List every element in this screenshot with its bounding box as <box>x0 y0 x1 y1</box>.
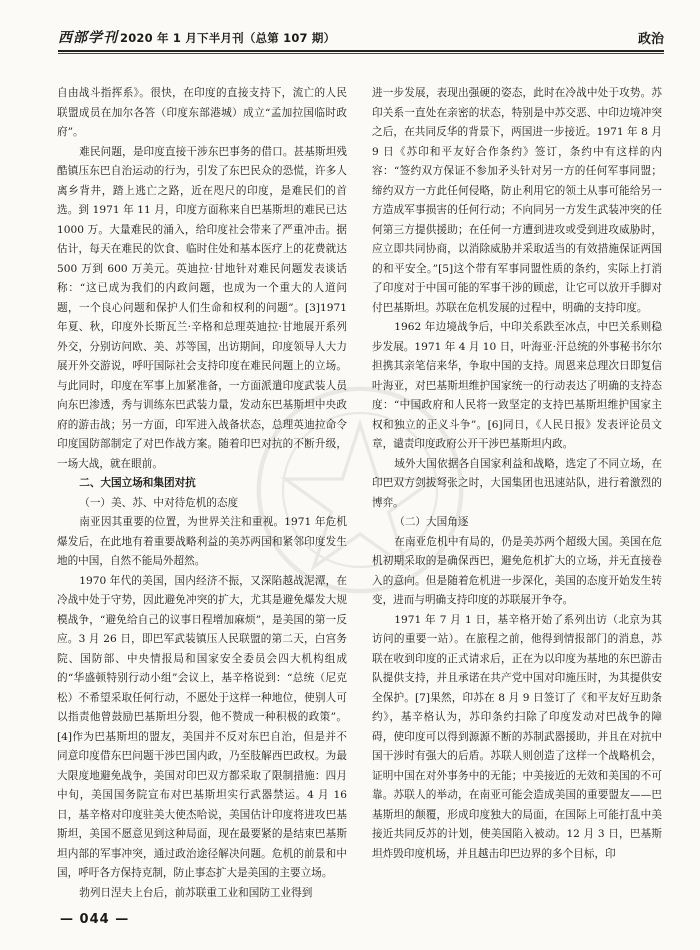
paragraph: 勃列日涅夫上台后，前苏联重工业和国防工业得到 <box>79 886 313 899</box>
issue-info: 2020 年 1 月下半月刊（总第 107 期） <box>120 31 336 45</box>
paragraph: 1970 年代的美国，国内经济不振，又深陷越战泥潭，在冷战中处于守势，因此避免冲突的扩大，尤其是避免爆发大规模战争，“避免给自己的议事日程增加麻烦”，是美国的第一反应。3 月 26 日，即巴军武装镇压人民联盟的第二天，白宫务院、国防部、中央情报局和国家安全委员会四大机构组成的“华盛顿特别行动小组”会议上，基辛格说到：“总统（尼克松）不希望采取任何行动，不愿处于这样一种地位，使别人可以指责他曾鼓励巴基斯坦分裂，他不赞成一种积极的政策”。[4]作为巴基斯坦的盟友，美国并不反对东巴自治，但是并不同意印度借东巴问题干涉巴国内政，乃至肢解西巴政权。为最大限度地避免战争，美国对印巴双方都采取了限制措施：四月中旬，美国国务院宣布对巴基斯坦实行武器禁运。4 月 16 日，基辛格对印度驻美大使杰哈说，美国估计印度将进攻巴基斯坦，美国不愿意见到这种局面，现在最要紧的是结束巴基斯坦内部的军事冲突，通过政治途径解决问题。危机的前景和中国，呼吁各方保持克制，防止事态扩大是美国的主要立场。 <box>57 574 347 879</box>
left-column <box>57 84 347 902</box>
section-label: 政治 <box>637 32 664 47</box>
paragraph-continued: 自由战斗指挥系》。很快，在印度的直接支持下，流亡的人民联盟成员在加尔各答（印度东部港城）成立“孟加拉国临时政府”。 <box>57 87 347 138</box>
section-heading: 二、大国立场和集团对抗 <box>79 477 196 489</box>
paragraph: 1962 年边境战争后，中印关系跌至冰点，中巴关系则稳步发展。1971 年 4 月 10 日，叶海亚·汗总统的外事秘书尔尔担携其亲笔信来华，争取中国的支持。周恩来总理次日即复信叶海亚，对巴基斯坦维护国家统一的行动表达了明确的支持态度：“中国政府和人民将一致坚定的支持巴基斯坦维护国家主权和独立的正义斗争”。[6]同日，《人民日报》发表评论员文章，谴责印度政府公开干涉巴基斯坦内政。 <box>372 321 662 450</box>
subsection-heading: （一）美、苏、中对待危机的态度 <box>79 496 239 509</box>
paragraph: 在南亚危机中有局的，仍是美苏两个超级大国。美国在危机初期采取的是确保西巴，避免危机扩大的立场，并无直接卷入的意向。但是随着危机进一步深化，美国的态度开始发生转变，进而与明确支持印度的苏联展开争夺。 <box>372 535 662 606</box>
paragraph-continued: 进一步发展，表现出强硬的姿态，此时在冷战中处于攻势。苏印关系一直处在亲密的状态，特别是中苏交恶、中印边境冲突之后，在共同反华的背景下，两国进一步接近。1971 年 8 月 9 日《苏印和平友好合作条约》签订，条约中有这样的内容：“签约双方保证不参加矛头针对另一方的任何军事同盟；缔约双方一方此任何侵略，防止利用它的领土从事可能给另一方造成军事损害的任何行动；不向同另一方发生武装冲突的任何第三方提供援助；在任何一方遭到进攻或受到进攻威胁时，应立即共同协商，以消除威胁并采取适当的有效措施保证两国的和平安全。”[5]这个带有军事同盟性质的条约，实际上打消了印度对于中国可能的军事干涉的顾虑，让它可以放开手脚对付巴基斯坦。苏联在危机发展的过程中，明确的支持印度。 <box>372 87 662 314</box>
paragraph: 南亚因其重要的位置，为世界关注和重视。1971 年危机爆发后，在此地有着重要战略利益的美苏两国和紧邻印度发生地的中国，自然不能局外超然。 <box>57 516 347 567</box>
page-number: — 044 — <box>60 912 130 927</box>
subsection-heading: （二）大国角逐 <box>394 516 469 528</box>
journal-logo: 西部学刊 <box>58 30 118 46</box>
right-column <box>372 84 662 902</box>
paragraph: 1971 年 7 月 1 日，基辛格开始了系列出访（北京为其访问的重要一站）。在旅程之前，他得到情报部门的消息，苏联在收到印度的正式请求后，正在为以印度为基地的东巴游击队提供支持，并且承诺在共产党中国对印施压时，为其提供安全保护。[7]果然，印苏在 8 月 9 日签订了《和平友好互助条约》，基辛格认为，苏印条约扫除了印度发动对巴战争的障碍，使印度可以得到源源不断的苏制武器援助，并且在对抗中国干涉时有强大的后盾。苏联人则创造了这样一个战略机会，证明中国在对外事务中的无能；中美接近的无效和美国的不可靠。苏联人的举动，在南亚可能会造成美国的重要盟友——巴基斯坦的颠覆，形成印度独大的局面，在国际上可能打乱中美接近共同反苏的计划，使美国陷入被动。12 月 3 日，巴基斯坦炸毁印度机场，并且越击印巴边界的多个目标，印 <box>372 613 662 860</box>
paragraph: 域外大国依据各自国家利益和战略，选定了不同立场，在印巴双方剑拔弩张之时，大国集团也迅速站队，进行着激烈的博弈。 <box>372 457 662 509</box>
header-divider <box>58 53 664 54</box>
paragraph: 难民问题，是印度直接干涉东巴事务的借口。甚基斯坦残酷镇压东巴自治运动的行为，引发了东巴民众的恐慌，许多人离乡背井，踏上逃亡之路，近在咫尺的印度，是难民们的首选。到 1971 年 11 月，印度方面称来自巴基斯坦的难民已达 1000 万。大量难民的涌入，给印度社会带来了严重冲击。据估计，每天在难民的饮食、临时住处和基本医疗上的花费就达 500 万到 600 万美元。英迪拉·甘地针对难民问题发表谈话称：“这已成为我们的内政问题，也成为一个重大的人道问题，一个良心问题和保护人们生命和权利的问题”。[3]1971 年夏、秋，印度外长斯瓦兰·辛格和总理英迪拉·甘地展开系列外交，分别访问欧、美、苏等国，出访期间，印度领导人大力展开外交游说，呼吁国际社会支持印度在难民问题上的立场。与此同时，印度在军事上加紧准备，一方面派遣印度武装人员向东巴渗透，秀与训练东巴武装力量，发动东巴基斯坦中央政府的游击战；另一方面，印军进入战备状态，总理英迪拉命令印度国防部制定了对巴作战方案。随着印巴对抗的不断升级，一场大战，就在眼前。 <box>57 145 347 470</box>
running-header <box>58 24 664 52</box>
